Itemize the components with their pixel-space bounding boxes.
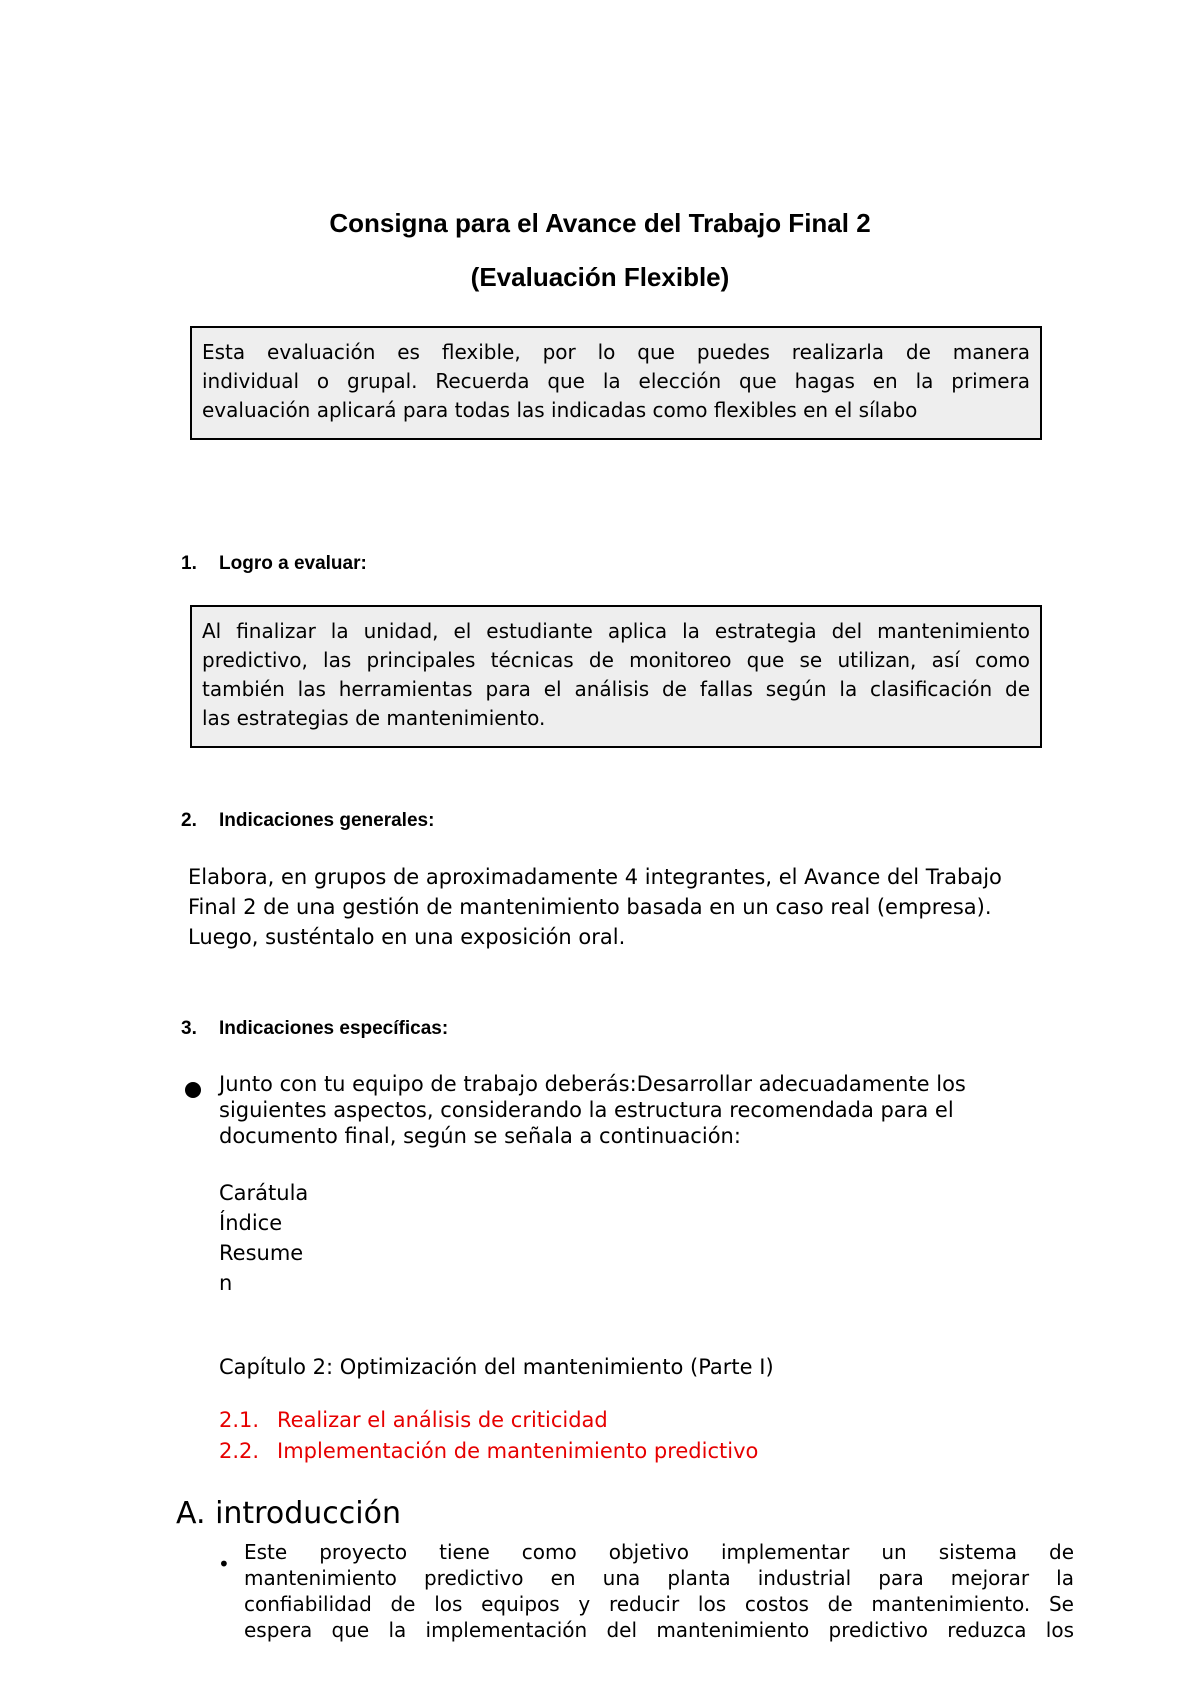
section-heading-specific	[181, 1018, 448, 1040]
paragraph-line: confiabilidad de los equipos y reducir los costos de mantenimiento. Se	[244, 1592, 1074, 1616]
chapter-title: Capítulo 2: Optimización del mantenimiento (Parte I)	[219, 1355, 774, 1379]
item-label: Implementación de mantenimiento predictivo	[277, 1439, 759, 1463]
outcome-line: las estrategias de mantenimiento.	[202, 706, 546, 730]
flexible-evaluation-notice	[190, 326, 1042, 440]
paragraph-line: Luego, susténtalo en una exposición oral.	[188, 925, 626, 949]
item-number: 2.2.	[219, 1439, 260, 1463]
chapter-item	[219, 1439, 758, 1463]
section-number: 1.	[181, 553, 197, 574]
document-subtitle: (Evaluación Flexible)	[470, 262, 730, 292]
notice-line: evaluación aplicará para todas las indicadas como flexibles en el sílabo	[202, 398, 918, 422]
notice-line: individual o grupal. Recuerda que la elección que hagas en la primera	[202, 369, 1030, 393]
introduction-paragraph	[244, 1539, 1074, 1643]
paragraph-line: Este proyecto tiene como objetivo implementar un sistema de	[244, 1540, 1074, 1564]
paragraph-line: mantenimiento predictivo en una planta industrial para mejorar la	[244, 1566, 1074, 1590]
bullet-icon	[185, 1082, 201, 1098]
introduction-heading: A. introducción	[176, 1496, 401, 1531]
paragraph-line: documento final, según se señala a continuación:	[219, 1124, 741, 1148]
notice-line: Esta evaluación es flexible, por lo que puedes realizarla de manera	[202, 340, 1030, 364]
section-title: Indicaciones generales:	[219, 810, 435, 831]
document-title: Consigna para el Avance del Trabajo Final 2	[329, 208, 871, 238]
structure-item: n	[219, 1271, 233, 1295]
specific-instructions	[219, 1071, 966, 1149]
section-heading-logro	[181, 553, 367, 575]
outcome-line: Al finalizar la unidad, el estudiante aplica la estrategia del mantenimiento	[202, 619, 1030, 643]
paragraph-line: Junto con tu equipo de trabajo deberás:Desarrollar adecuadamente los	[219, 1072, 966, 1096]
bullet-icon: •	[218, 1552, 230, 1576]
document-structure-list	[219, 1178, 308, 1298]
outcome-line: también las herramientas para el análisis de fallas según la clasificación de	[202, 677, 1030, 701]
learning-outcome-box	[190, 605, 1042, 748]
section-number: 2.	[181, 810, 197, 831]
paragraph-line: Final 2 de una gestión de mantenimiento basada en un caso real (empresa).	[188, 895, 992, 919]
section-heading-general	[181, 810, 434, 832]
structure-item: Resume	[219, 1241, 304, 1265]
section-title: Indicaciones específicas:	[219, 1018, 449, 1039]
paragraph-line: Elabora, en grupos de aproximadamente 4 integrantes, el Avance del Trabajo	[188, 865, 1002, 889]
structure-item: Índice	[219, 1211, 283, 1235]
section-number: 3.	[181, 1018, 197, 1039]
section-title: Logro a evaluar:	[219, 553, 367, 574]
structure-item: Carátula	[219, 1181, 309, 1205]
chapter-item	[219, 1408, 608, 1432]
outcome-line: predictivo, las principales técnicas de monitoreo que se utilizan, así como	[202, 648, 1030, 672]
paragraph-line: siguientes aspectos, considerando la estructura recomendada para el	[219, 1098, 954, 1122]
item-number: 2.1.	[219, 1408, 260, 1432]
item-label: Realizar el análisis de criticidad	[277, 1408, 608, 1432]
general-instructions	[188, 862, 1002, 952]
paragraph-line: espera que la implementación del mantenimiento predictivo reduzca los	[244, 1618, 1074, 1642]
